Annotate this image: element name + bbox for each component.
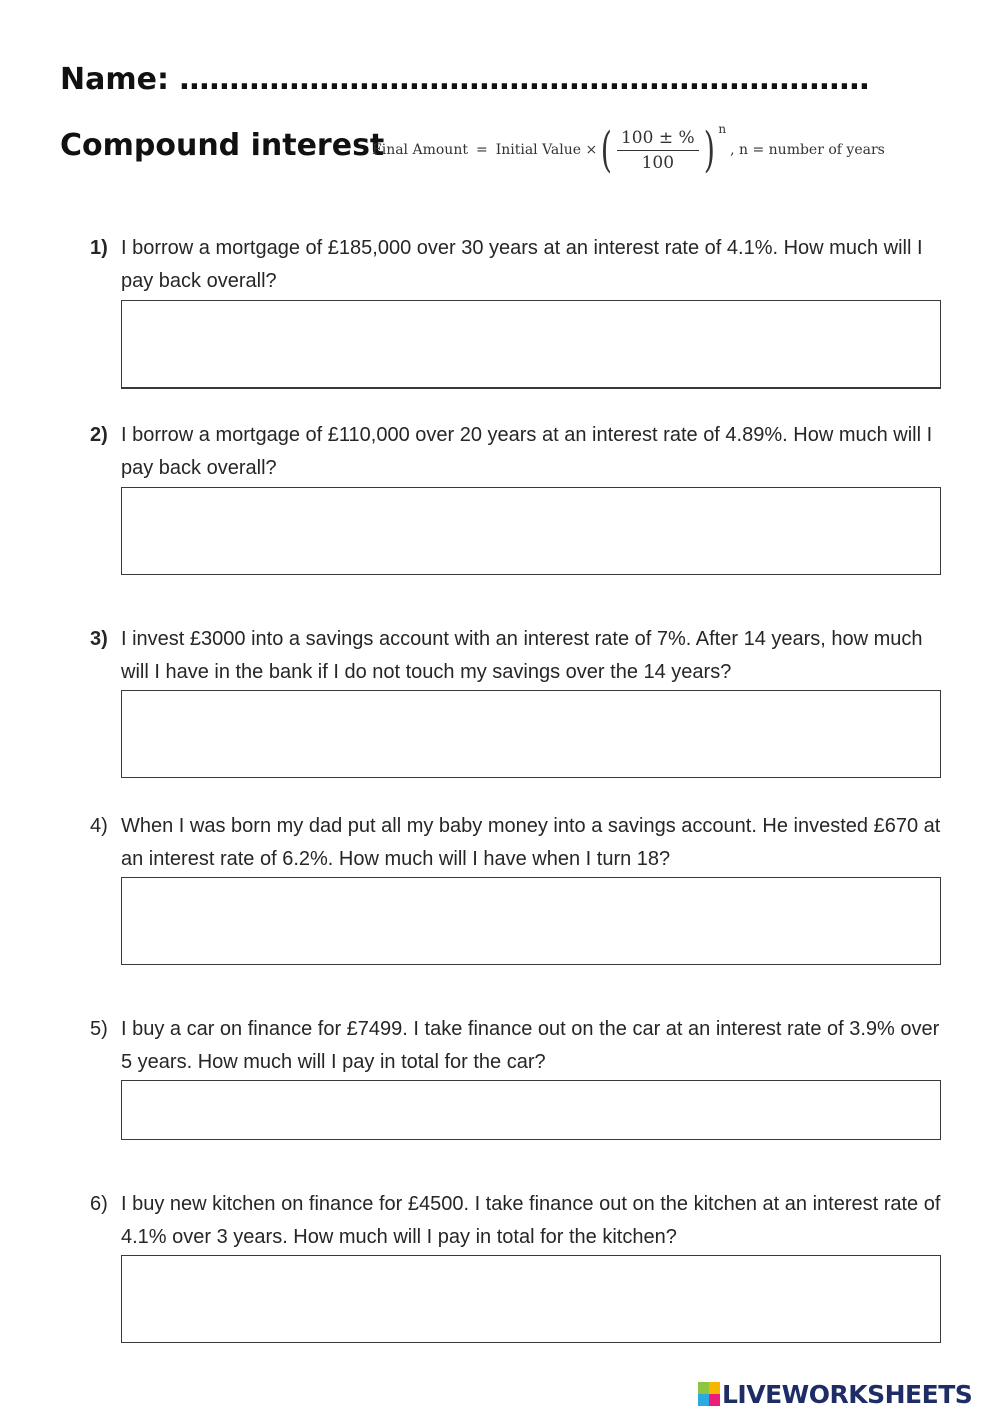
answer-box-4[interactable]	[121, 877, 941, 965]
question-text: I invest £3000 into a savings account with an interest rate of 7%. After 14 years, how much will I have in the bank if I do not touch my savings over the 14 years?	[121, 628, 923, 683]
question-text: I borrow a mortgage of £185,000 over 30 years at an interest rate of 4.1%. How much will I pay back overall?	[121, 237, 923, 292]
left-paren: (	[600, 122, 613, 178]
question-number: 5)	[90, 1018, 108, 1040]
answer-box-2[interactable]	[121, 487, 941, 575]
question-text: I buy new kitchen on finance for £4500. I take finance out on the kitchen at an interest rate of 4.1% over 3 years. How much will I pay in total for the kitchen?	[121, 1193, 941, 1248]
question-number: 2)	[90, 424, 108, 446]
question-1	[90, 232, 950, 298]
question-text: I borrow a mortgage of £110,000 over 20 years at an interest rate of 4.89%. How much will I pay back overall?	[121, 424, 933, 479]
compound-interest-formula	[372, 120, 885, 180]
page-title: Compound interest	[60, 128, 385, 163]
liveworksheets-logo[interactable]	[698, 1378, 972, 1410]
formula-initial-value: Initial Value ×	[495, 142, 598, 158]
name-dots[interactable]: ……………………………………………………………	[179, 62, 870, 97]
question-3	[90, 623, 950, 689]
answer-box-6[interactable]	[121, 1255, 941, 1343]
answer-box-5[interactable]	[121, 1080, 941, 1140]
name-label: Name:	[60, 62, 169, 97]
formula-numerator: 100 ± %	[617, 128, 699, 151]
question-text: When I was born my dad put all my baby money into a savings account. He invested £670 at an interest rate of 6.2%. How much will I have when I turn 18?	[121, 815, 941, 870]
question-2	[90, 419, 950, 485]
answer-box-3[interactable]	[121, 690, 941, 778]
logo-text: LIVEWORKSHEETS	[722, 1379, 973, 1409]
liveworksheets-logo-icon	[698, 1382, 720, 1406]
question-5	[90, 1013, 950, 1079]
formula-fraction	[617, 128, 699, 173]
question-number: 6)	[90, 1193, 108, 1215]
right-paren: )	[703, 122, 715, 178]
formula-final-amount: Final Amount	[372, 142, 468, 158]
question-6	[90, 1188, 950, 1254]
question-text: I buy a car on finance for £7499. I take finance out on the car at an interest rate of 3.9% over 5 years. How much will I pay in total for the car?	[121, 1018, 940, 1073]
question-number: 4)	[90, 815, 108, 837]
question-number: 3)	[90, 628, 108, 650]
name-line	[60, 62, 869, 97]
formula-equals: =	[475, 142, 488, 158]
answer-box-1[interactable]	[121, 300, 941, 389]
question-number: 1)	[90, 237, 108, 259]
formula-denominator: 100	[641, 152, 675, 173]
formula-exponent: n	[718, 122, 727, 136]
question-4	[90, 810, 950, 876]
formula-n-definition: , n = number of years	[730, 142, 885, 158]
